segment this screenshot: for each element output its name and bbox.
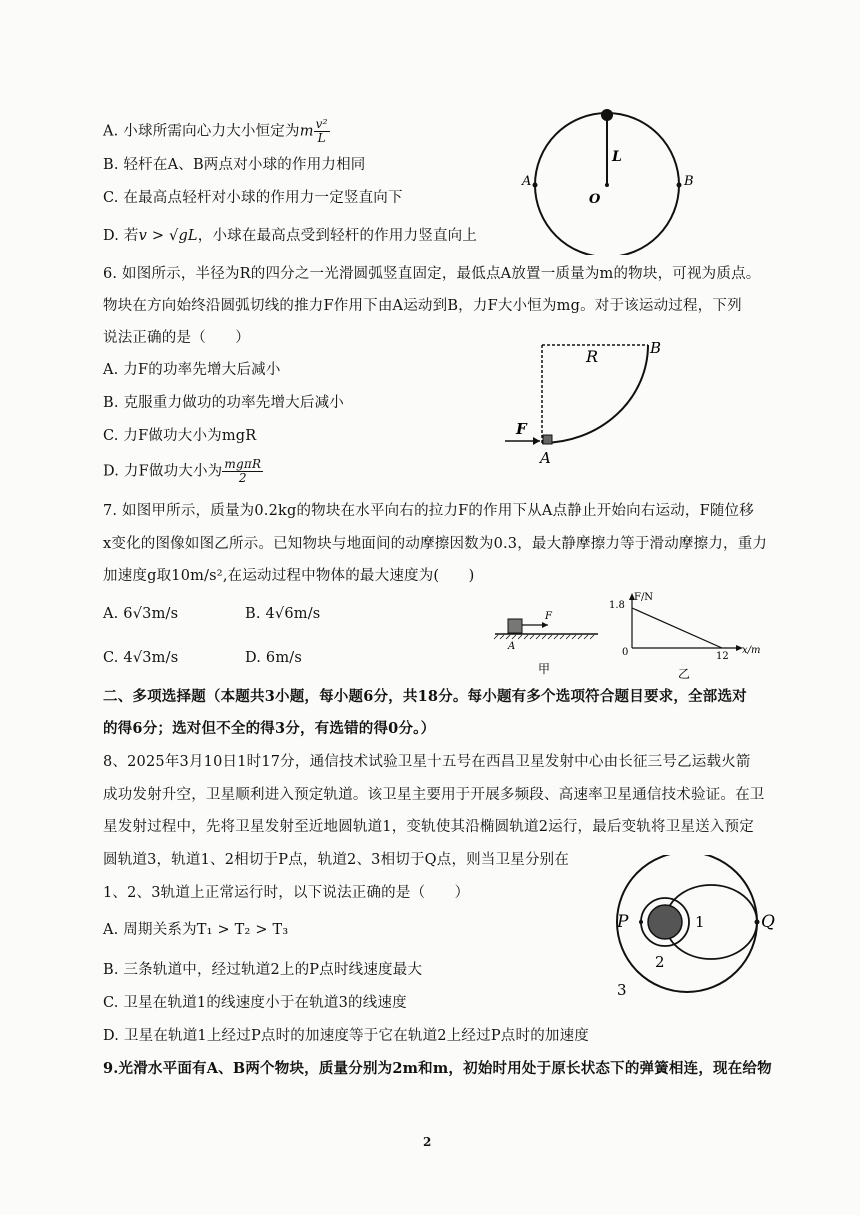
- q5-option-b: B. 轻杆在A、B两点对小球的作用力相同: [103, 157, 366, 173]
- q8-orbit-figure: [595, 855, 780, 1000]
- q8-option-a: A. 周期关系为T₁ > T₂ > T₃: [103, 922, 289, 938]
- fx-origin: 0: [622, 647, 629, 658]
- q7-option-b: B. 4√6m/s: [245, 606, 321, 622]
- q7-option-c: C. 4√3m/s: [103, 650, 179, 666]
- section2-heading-1: 二、多项选择题（本题共3小题，每小题6分，共18分。每小题有多个选项符合题目要求，全部选对: [103, 688, 747, 705]
- q5-frac-num: v²: [315, 117, 328, 131]
- q5-label-a: A: [522, 174, 532, 189]
- q6-option-b: B. 克服重力做功的功率先增大后减小: [103, 395, 344, 411]
- q8-label-1: 1: [695, 913, 705, 931]
- q8-stem-1: 8、2025年3月10日1时17分，通信技术试验卫星十五号在西昌卫星发射中心由长征三号乙运载火箭: [103, 754, 751, 770]
- q5-label-o: O: [589, 192, 601, 207]
- q6-label-a: A: [540, 449, 551, 467]
- q6-option-d-fraction: [222, 458, 263, 485]
- q8-stem-4: 圆轨道3，轨道1、2相切于P点，轨道2、3相切于Q点，则当卫星分别在: [103, 852, 570, 868]
- q5-option-a-fraction: [314, 118, 330, 145]
- q6-label-r: R: [586, 347, 599, 366]
- q8-option-b: B. 三条轨道中，经过轨道2上的P点时线速度最大: [103, 962, 423, 978]
- q8-label-p: P: [617, 912, 629, 932]
- q7-stem-2: x变化的图像如图乙所示。已知物块与地面间的动摩擦因数为0.3，最大静摩擦力等于滑动摩擦力，重力: [103, 536, 768, 552]
- q7-jia-label-a: A: [508, 641, 516, 652]
- q6-stem-1: 6. 如图所示，半径为R的四分之一光滑圆弧竖直固定，最低点A放置一质量为m的物块，可视为质点。: [103, 266, 761, 282]
- q5-label-l: L: [612, 149, 622, 165]
- q5-circle-figure: [520, 105, 700, 255]
- q6-arc-figure: [500, 335, 680, 470]
- q5-option-d-math: v > √gL: [138, 228, 198, 244]
- q7-figure-jia: [490, 605, 605, 680]
- q6-frac-num: mgπR: [224, 457, 262, 471]
- q7-jia-caption: 甲: [538, 662, 551, 676]
- fx-y-tick: 1.8: [609, 600, 625, 611]
- q5-option-d-post: ，小球在最高点受到轻杆的作用力竖直向上: [197, 228, 478, 244]
- q6-option-d: [103, 458, 263, 485]
- q6-stem-2: 物块在方向始终沿圆弧切线的推力F作用下由A运动到B，力F大小恒为mg。对于该运动过程，下列: [103, 298, 742, 314]
- q5-option-a-text: A. 小球所需向心力大小恒定为: [103, 123, 300, 140]
- fx-xlabel: x/m: [742, 645, 761, 656]
- q6-label-f: F: [516, 420, 527, 438]
- fx-series-line: [632, 608, 722, 648]
- q8-label-3: 3: [617, 981, 627, 999]
- q5-label-b: B: [684, 174, 694, 189]
- q8-option-c: C. 卫星在轨道1的线速度小于在轨道3的线速度: [103, 995, 407, 1011]
- q5-option-a: [103, 118, 330, 145]
- q8-label-q: Q: [761, 912, 775, 932]
- q7-stem-1: 7. 如图甲所示，质量为0.2kg的物块在水平向右的拉力F的作用下从A点静止开始向右运动，F随位移: [103, 503, 754, 519]
- section2-heading-2: 的得6分；选对但不全的得3分，有选错的得0分。）: [103, 720, 436, 737]
- q9-stem-1: 9.光滑水平面有A、B两个物块，质量分别为2m和m，初始时用处于原长状态下的弹簧相连，现在给物: [103, 1060, 772, 1077]
- q5-option-d: [103, 226, 477, 246]
- page-number: 2: [423, 1135, 432, 1149]
- fx-caption: 乙: [678, 667, 691, 681]
- q7-stem-3: 加速度g取10m/s²,在运动过程中物体的最大速度为( ): [103, 568, 475, 584]
- q5-option-d-pre: D. 若: [103, 228, 139, 244]
- q8-option-d: D. 卫星在轨道1上经过P点时的加速度等于它在轨道2上经过P点时的加速度: [103, 1028, 589, 1044]
- q7-option-a: A. 6√3m/s: [103, 606, 179, 622]
- q7-option-d: D. 6m/s: [245, 650, 303, 666]
- q6-option-a: A. 力F的功率先增大后减小: [103, 362, 281, 378]
- q8-stem-2: 成功发射升空，卫星顺利进入预定轨道。该卫星主要用于开展多频段、高速率卫星通信技术验证。在卫: [103, 787, 765, 803]
- fx-x-tick: 12: [716, 651, 729, 662]
- q6-label-b: B: [650, 339, 662, 357]
- q8-stem-3: 星发射过程中，先将卫星发射至近地圆轨道1，变轨使其沿椭圆轨道2运行，最后变轨将卫星送入预定: [103, 819, 754, 835]
- q7-jia-label-f: F: [545, 611, 552, 622]
- q7-fx-chart: [600, 590, 770, 685]
- q8-stem-5: 1、2、3轨道上正常运行时，以下说法正确的是（ ）: [103, 885, 470, 901]
- q5-option-a-m: m: [299, 123, 314, 140]
- q8-label-2: 2: [655, 953, 665, 971]
- q5-option-c: C. 在最高点轻杆对小球的作用力一定竖直向下: [103, 190, 403, 206]
- q5-frac-den: L: [317, 131, 326, 145]
- fx-ylabel: F/N: [634, 592, 654, 603]
- q6-stem-3: 说法正确的是（ ）: [103, 330, 250, 346]
- q6-option-c: C. 力F做功大小为mgR: [103, 428, 257, 444]
- q6-frac-den: 2: [238, 471, 247, 485]
- q6-option-d-pre: D. 力F做功大小为: [103, 463, 223, 480]
